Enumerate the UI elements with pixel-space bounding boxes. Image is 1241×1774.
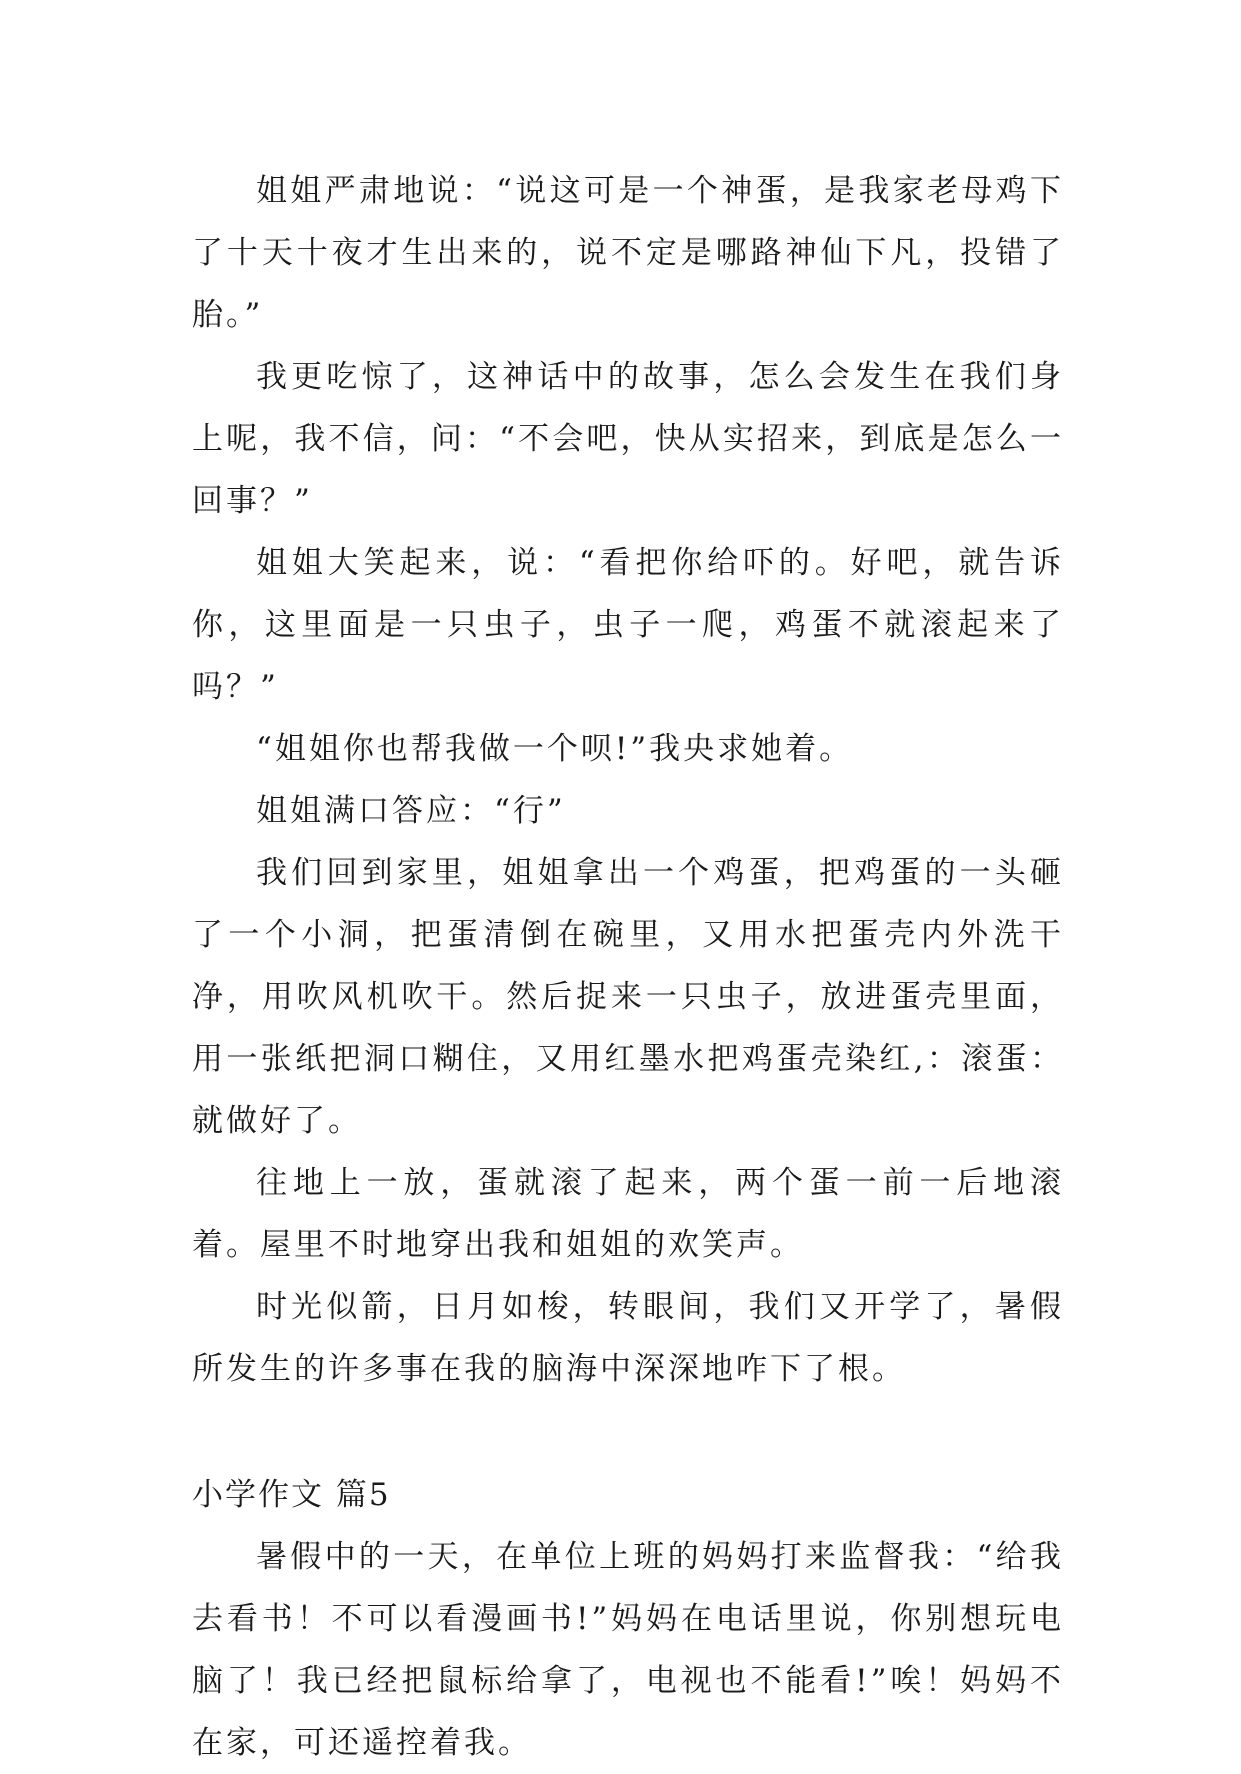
paragraph: 姐姐严肃地说：“说这可是一个神蛋，是我家老母鸡下了十天十夜才生出来的，说不定是哪路神仙下凡，投错了胎。” <box>192 173 1064 333</box>
paragraph: 我们回到家里，姐姐拿出一个鸡蛋，把鸡蛋的一头砸了一个小洞，把蛋清倒在碗里，又用水把蛋壳内外洗干净，用吹风机吹干。然后捉来一只虫子，放进蛋壳里面，用一张纸把洞口糊住，又用红墨水把鸡蛋壳染红,：滚蛋：就做好了。 <box>192 855 1064 1139</box>
paragraph: 我更吃惊了，这神话中的故事，怎么会发生在我们身上呢，我不信，问：“不会吧，快从实招来，到底是怎么一回事？” <box>192 359 1064 519</box>
paragraph: 姐姐大笑起来，说：“看把你给吓的。好吧，就告诉你，这里面是一只虫子，虫子一爬，鸡蛋不就滚起来了吗？” <box>192 545 1064 705</box>
paragraph: “姐姐你也帮我做一个呗!”我央求她着。 <box>256 731 854 767</box>
document-body <box>192 160 1064 1774</box>
paragraph: 往地上一放，蛋就滚了起来，两个蛋一前一后地滚着。屋里不时地穿出我和姐姐的欢笑声。 <box>192 1165 1064 1263</box>
paragraph: 暑假中的一天，在单位上班的妈妈打来监督我：“给我去看书！不可以看漫画书!”妈妈在电话里说，你别想玩电脑了！我已经把鼠标给拿了，电视也不能看!”唉！妈妈不在家，可还遥控着我。 <box>192 1539 1064 1761</box>
paragraph: 姐姐满口答应：“行” <box>256 793 566 829</box>
paragraph: 时光似箭，日月如梭，转眼间，我们又开学了，暑假所发生的许多事在我的脑海中深深地咋下了根。 <box>192 1289 1064 1387</box>
section-heading: 小学作文 篇5 <box>192 1477 391 1513</box>
